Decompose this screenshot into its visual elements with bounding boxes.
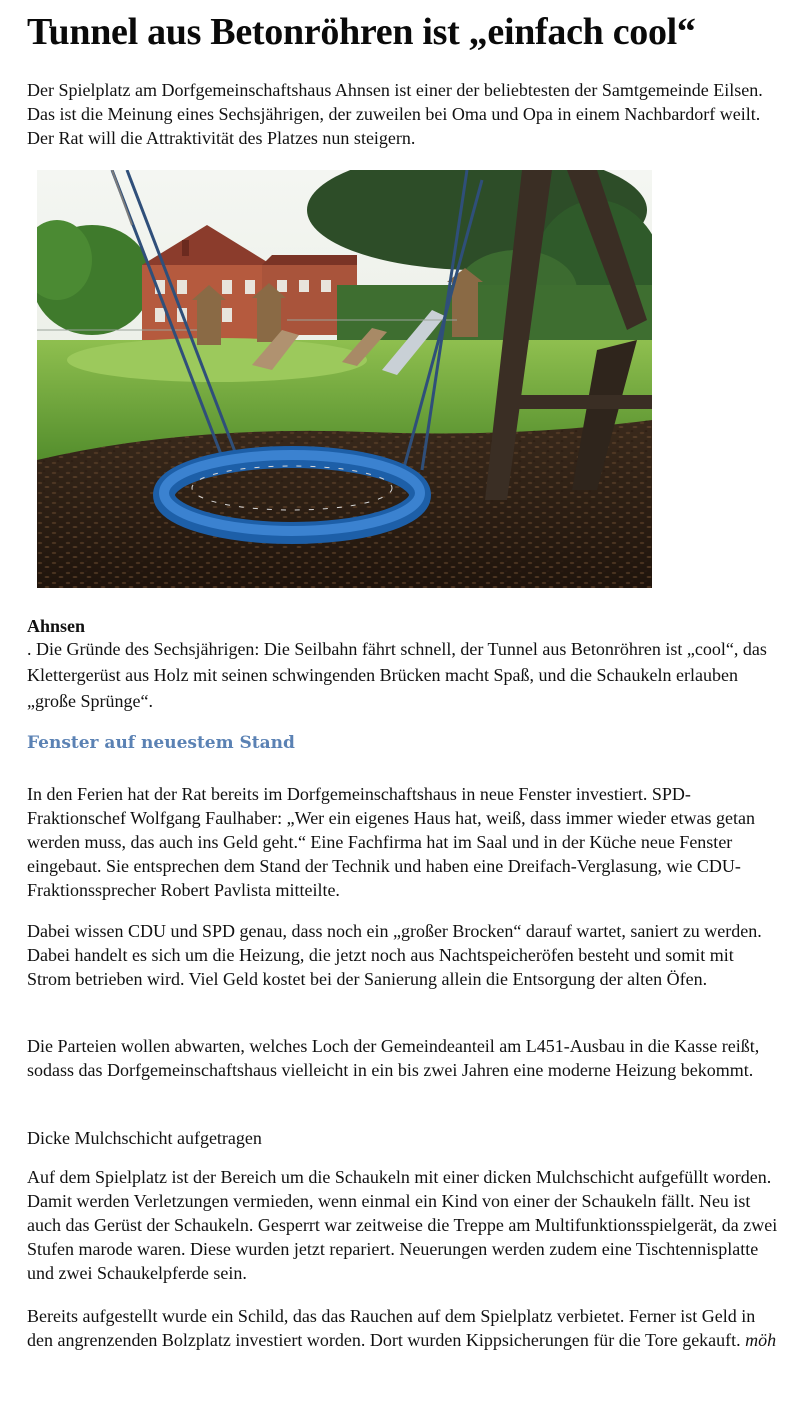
section-heading-inline: Dicke Mulchschicht aufgetragen	[27, 1128, 262, 1148]
final-paragraph-text: Bereits aufgestellt wurde ein Schild, das das Rauchen auf dem Spielplatz verbietet. Ferner ist Geld in den angrenzenden Bolzplatz investiert worden. Dort wurden Kippsicherungen für die Tore gekauft.	[27, 1306, 756, 1350]
body-paragraph: Die Parteien wollen abwarten, welches Loch der Gemeindeanteil am L451-Ausbau in die Kasse reißt, sodass das Dorfgemeinschaftshaus vielleicht in ein bis zwei Jahren eine moderne Heizung bekommt.	[27, 1036, 760, 1080]
body-paragraph: Auf dem Spielplatz ist der Bereich um die Schaukeln mit einer dicken Mulchschicht aufgefüllt worden. Damit werden Verletzungen vermieden, wenn einmal ein Kind von einer der Schaukeln fällt. Neu ist auch das Gerüst der Schaukeln. Gesperrt war zeitweise die Treppe am Multifunktionsspielgerät, da zwei Stufen marode waren. Diese wurden jetzt repariert. Neuerungen werden zudem eine Tischtennisplatte und zwei Schaukelpferde sein.	[27, 1167, 778, 1283]
body-paragraph: In den Ferien hat der Rat bereits im Dorfgemeinschaftshaus in neue Fenster investiert. SPD-Fraktionschef Wolfgang Faulhaber: „Wer ein eigenes Haus hat, weiß, dass immer wieder etwas getan werden muss, das auch ins Geld geht.“ Eine Fachfirma hat im Saal und in der Küche neue Fenster eingebaut. Sie entsprechen dem Stand der Technik und haben eine Dreifach-Verglasung, wie CDU-Fraktionssprecher Robert Pavlista mitteilte.	[27, 784, 756, 900]
section-heading: Fenster auf neuestem Stand	[27, 733, 295, 753]
author-initials: möh	[745, 1330, 777, 1350]
body-paragraph: Dabei wissen CDU und SPD genau, dass noch ein „großer Brocken“ darauf wartet, saniert zu werden. Dabei handelt es sich um die Heizung, die jetzt noch aus Nachtspeicheröfen besteht und somit mit Strom betrieben wird. Viel Geld kostet bei der Sanierung allein die Entsorgung der alten Öfen.	[27, 921, 762, 989]
dateline: Ahnsen	[27, 616, 86, 636]
body-paragraph-final	[27, 1304, 782, 1352]
playground-photo	[37, 170, 652, 588]
lead-paragraph: Der Spielplatz am Dorfgemeinschaftshaus Ahnsen ist einer der beliebtesten der Samtgemeinde Eilsen. Das ist die Meinung eines Sechsjährigen, der zuweilen bei Oma und Opa in einem Nachbardorf weilt. Der Rat will die Attraktivität des Platzes nun steigern.	[27, 80, 763, 148]
intro-paragraph: . Die Gründe des Sechsjährigen: Die Seilbahn fährt schnell, der Tunnel aus Betonröhren ist „cool“, das Klettergerüst aus Holz mit seinen schwingenden Brücken macht Spaß, und die Schaukeln erlauben „große Sprünge“.	[27, 639, 767, 711]
headline: Tunnel aus Betonröhren ist „einfach cool“	[27, 11, 696, 53]
